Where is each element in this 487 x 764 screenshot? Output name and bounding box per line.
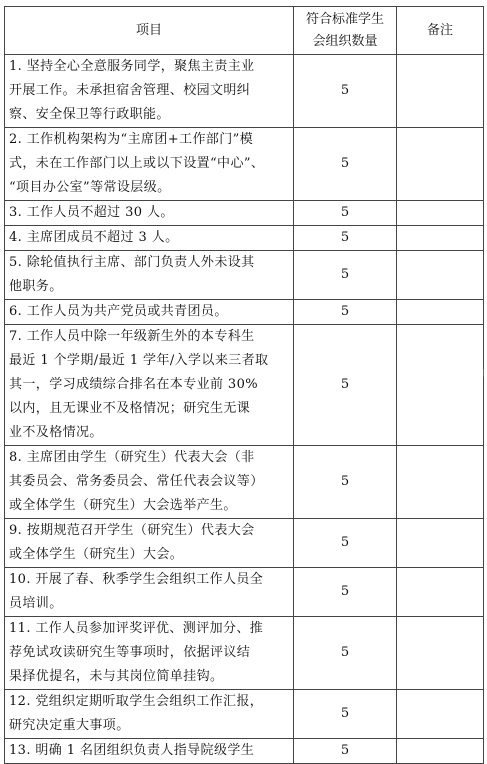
note-cell: [397, 446, 484, 519]
header-row: [5, 7, 484, 55]
count-cell: 5: [294, 55, 397, 128]
item-text-line: 3. 工作人员不超过 30 人。: [9, 205, 174, 220]
note-cell: [397, 226, 484, 251]
table-row: [5, 128, 484, 201]
table-row: [5, 251, 484, 300]
item-cell: [5, 519, 294, 568]
edge-mark: [483, 369, 484, 377]
header-count-line: 符合标准学生: [305, 11, 384, 27]
item-text-line: 荐免试攻读研究生等事项时，依据评议结: [9, 645, 251, 660]
item-cell: [5, 739, 294, 764]
item-text-line: 研究决定重大事项。: [9, 718, 130, 733]
item-cell: [5, 325, 294, 446]
table-row: [5, 55, 484, 128]
header-count: [294, 7, 397, 55]
item-cell: [5, 226, 294, 251]
item-cell: [5, 128, 294, 201]
item-text-line: 10. 开展了春、秋季学生会组织工作人员全: [9, 572, 264, 587]
note-cell: [397, 519, 484, 568]
table-row: [5, 446, 484, 519]
criteria-table: [4, 6, 484, 764]
item-text-line: 2. 工作机构架构为“主席团+工作部门”模: [9, 132, 254, 147]
item-cell: [5, 617, 294, 690]
note-cell: [397, 690, 484, 739]
table-row: [5, 690, 484, 739]
table-row: [5, 226, 484, 251]
count-cell: 5: [294, 128, 397, 201]
item-text-line: “项目办公室”等常设层级。: [9, 180, 171, 195]
item-text-line: 12. 党组织定期听取学生会组织工作汇报，: [9, 694, 264, 709]
item-text-line: 13. 明确 1 名团组织负责人指导院级学生: [9, 743, 255, 758]
item-text-line: 11. 工作人员参加评奖评优、测评加分、推: [9, 621, 264, 636]
item-text-line: 果择优提名，未与其岗位简单挂钩。: [9, 669, 224, 684]
item-text-line: 其委员会、常务委员会、常任代表会议等）: [9, 474, 264, 489]
item-text-line: 式，未在工作部门以上或以下设置“中心”、: [9, 156, 265, 171]
table-row: [5, 739, 484, 764]
item-text-line: 其一，学习成绩综合排名在本专业前 30%: [9, 377, 259, 392]
table-row: [5, 519, 484, 568]
table-body: [5, 55, 484, 764]
item-cell: [5, 568, 294, 617]
note-cell: [397, 325, 484, 446]
count-cell: 5: [294, 251, 397, 300]
count-cell: 5: [294, 690, 397, 739]
table-row: [5, 568, 484, 617]
item-text-line: 他职务。: [9, 279, 63, 294]
table-row: [5, 325, 484, 446]
note-cell: [397, 568, 484, 617]
count-cell: 5: [294, 568, 397, 617]
note-cell: [397, 201, 484, 226]
item-text-line: 以内，且无课业不及格情况；研究生无课: [9, 401, 251, 416]
item-text-line: 8. 主席团由学生（研究生）代表大会（非: [9, 450, 255, 465]
table-row: [5, 300, 484, 325]
item-text-line: 6. 工作人员为共产党员或共青团员。: [9, 304, 228, 319]
item-cell: [5, 690, 294, 739]
item-text-line: 1. 坚持全心全意服务同学，聚焦主责主业: [9, 59, 255, 74]
count-cell: 5: [294, 519, 397, 568]
item-cell: [5, 251, 294, 300]
item-text-line: 最近 1 个学期/最近 1 学年/入学以来三者取: [9, 353, 269, 368]
table-row: [5, 617, 484, 690]
item-text-line: 7. 工作人员中除一年级新生外的本专科生: [9, 329, 255, 344]
item-cell: [5, 446, 294, 519]
item-text-line: 或全体学生（研究生）大会。: [9, 547, 184, 562]
count-cell: 5: [294, 739, 397, 764]
item-text-line: 业不及格情况。: [9, 425, 103, 440]
note-cell: [397, 128, 484, 201]
item-text-line: 9. 按期规范召开学生（研究生）代表大会: [9, 523, 255, 538]
note-cell: [397, 55, 484, 128]
item-text-line: 察、安全保卫等行政职能。: [9, 107, 170, 122]
count-cell: 5: [294, 325, 397, 446]
item-cell: [5, 55, 294, 128]
note-cell: [397, 251, 484, 300]
header-item: 项目: [5, 7, 294, 55]
item-text-line: 员培训。: [9, 596, 63, 611]
note-cell: [397, 300, 484, 325]
count-cell: 5: [294, 201, 397, 226]
header-count-line: 会组织数量: [312, 33, 378, 49]
table-row: [5, 201, 484, 226]
count-cell: 5: [294, 617, 397, 690]
item-cell: [5, 201, 294, 226]
count-cell: 5: [294, 446, 397, 519]
item-text-line: 或全体学生（研究生）大会选举产生。: [9, 498, 237, 513]
note-cell: [397, 617, 484, 690]
item-cell: [5, 300, 294, 325]
item-text-line: 开展工作。未承担宿舍管理、校园文明纠: [9, 83, 251, 98]
item-text-line: 4. 主席团成员不超过 3 人。: [9, 230, 179, 245]
item-text-line: 5. 除轮值执行主席、部门负责人外未设其: [9, 255, 255, 270]
count-cell: 5: [294, 300, 397, 325]
header-note: 备注: [397, 7, 484, 55]
count-cell: 5: [294, 226, 397, 251]
note-cell: [397, 739, 484, 764]
